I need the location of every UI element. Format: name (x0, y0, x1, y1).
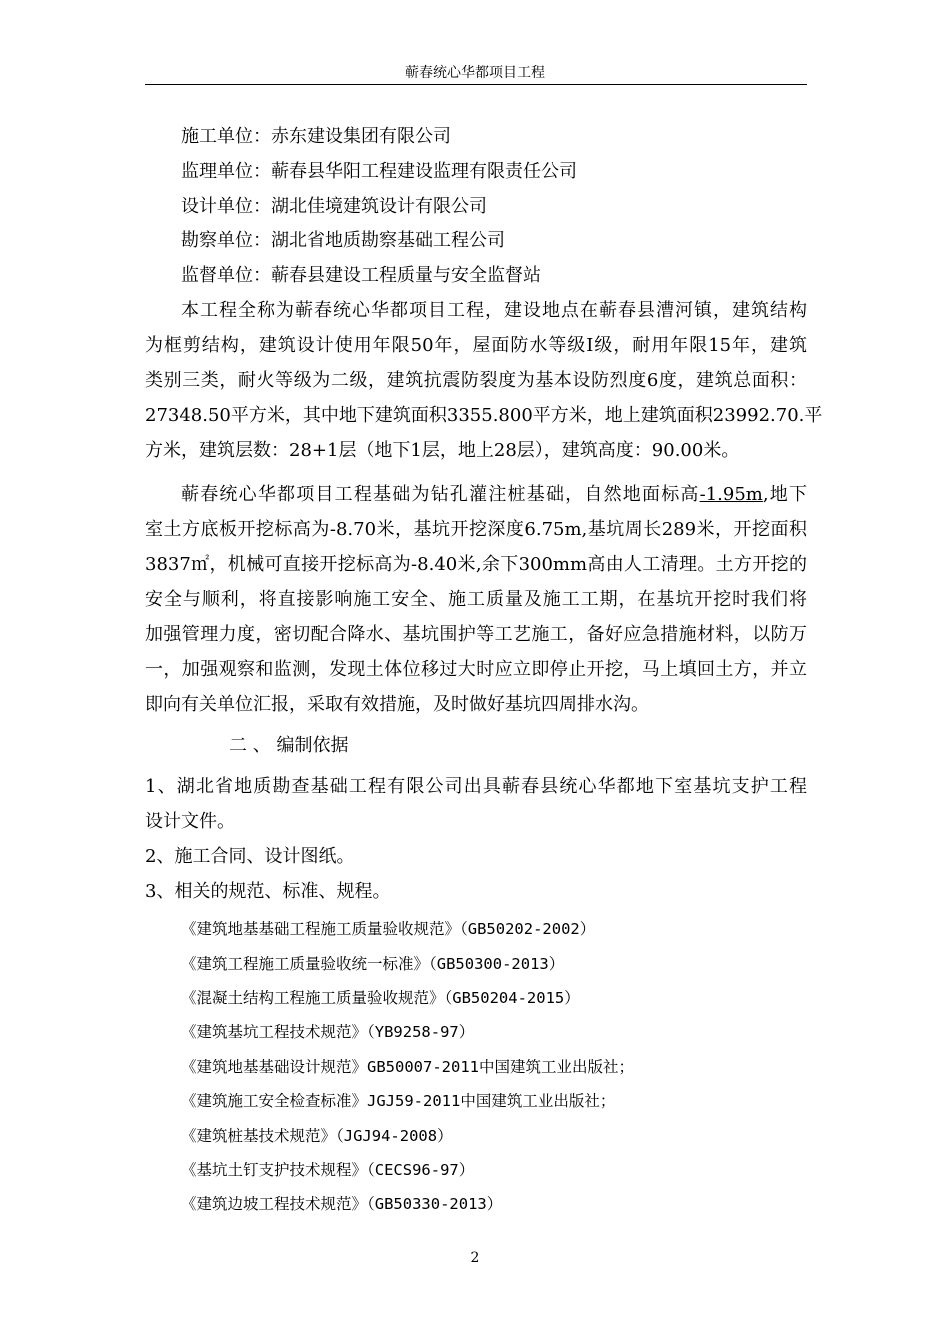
para2-line: 3837㎡，机械可直接开挖标高为-8.40米,余下300mm高由人工清理。土方开挖的 (145, 554, 807, 575)
ground-elevation-value: -1.95m (699, 484, 763, 505)
standard-item: 《混凝土结构工程施工质量验收规范》（GB50204-2015） (181, 989, 580, 1007)
para2-text: ,地下 (762, 484, 807, 505)
basis-item: 2、施工合同、设计图纸。 (145, 846, 355, 867)
unit-design: 设计单位：湖北佳境建筑设计有限公司 (181, 196, 487, 217)
para1-line: 27348.50平方米，其中地下建筑面积3355.800平方米，地上建筑面积23992.70.平 (145, 405, 823, 426)
para2-line: 一，加强观察和监测，发现土体位移过大时应立即停止开挖，马上填回土方，并立 (145, 659, 807, 680)
standard-item: 《建筑边坡工程技术规范》（GB50330-2013） (181, 1195, 503, 1213)
unit-supervision: 监理单位：蕲春县华阳工程建设监理有限责任公司 (181, 161, 577, 182)
para2-line-first (181, 483, 807, 507)
standard-item: 《建筑桩基技术规范》（JGJ94-2008） (181, 1127, 453, 1145)
page-number: 2 (470, 1250, 480, 1266)
para2-text: 蕲春统心华都项目工程基础为钻孔灌注桩基础，自然地面标高 (181, 484, 700, 505)
para1-line: 为框剪结构，建筑设计使用年限50年，屋面防水等级Ⅰ级，耐用年限15年，建筑 (145, 335, 807, 356)
section-heading: 二 、 编制依据 (229, 735, 349, 756)
para1-line: 本工程全称为蕲春统心华都项目工程，建设地点在蕲春县漕河镇，建筑结构 (181, 300, 807, 321)
para2-line: 安全与顺利，将直接影响施工安全、施工质量及施工工期，在基坑开挖时我们将 (145, 589, 807, 610)
para1-line: 方米，建筑层数：28+1层（地下1层，地上28层），建筑高度：90.00米。 (145, 440, 740, 461)
unit-monitoring: 监督单位：蕲春县建设工程质量与安全监督站 (181, 265, 541, 286)
basis-item: 1、湖北省地质勘查基础工程有限公司出具蕲春县统心华都地下室基坑支护工程 (145, 776, 807, 797)
page-header-title: 蕲春统心华都项目工程 (405, 65, 545, 81)
standard-item: 《建筑地基基础工程施工质量验收规范》（GB50202-2002） (181, 920, 596, 938)
basis-item: 设计文件。 (145, 811, 235, 832)
unit-survey: 勘察单位：湖北省地质勘察基础工程公司 (181, 230, 505, 251)
para2-line: 即向有关单位汇报，采取有效措施，及时做好基坑四周排水沟。 (145, 694, 649, 715)
standard-item: 《建筑施工安全检查标准》JGJ59-2011中国建筑工业出版社； (181, 1092, 616, 1110)
standard-item: 《建筑地基基础设计规范》GB50007-2011中国建筑工业出版社； (181, 1058, 634, 1076)
standard-item: 《建筑基坑工程技术规范》（YB9258-97） (181, 1023, 475, 1041)
unit-construction: 施工单位：赤东建设集团有限公司 (181, 126, 451, 147)
para1-line: 类别三类，耐火等级为二级，建筑抗震防裂度为基本设防烈度6度，建筑总面积： (145, 370, 807, 391)
standard-item: 《建筑工程施工质量验收统一标准》（GB50300-2013） (181, 955, 565, 973)
para2-line: 室土方底板开挖标高为-8.70米，基坑开挖深度6.75m,基坑周长289米，开挖面积 (145, 519, 807, 540)
para2-line: 加强管理力度，密切配合降水、基坑围护等工艺施工，备好应急措施材料，以防万 (145, 624, 807, 645)
standard-item: 《基坑土钉支护技术规程》（CECS96-97） (181, 1161, 475, 1179)
basis-item: 3、相关的规范、标准、规程。 (145, 881, 391, 902)
header-rule (145, 84, 807, 85)
